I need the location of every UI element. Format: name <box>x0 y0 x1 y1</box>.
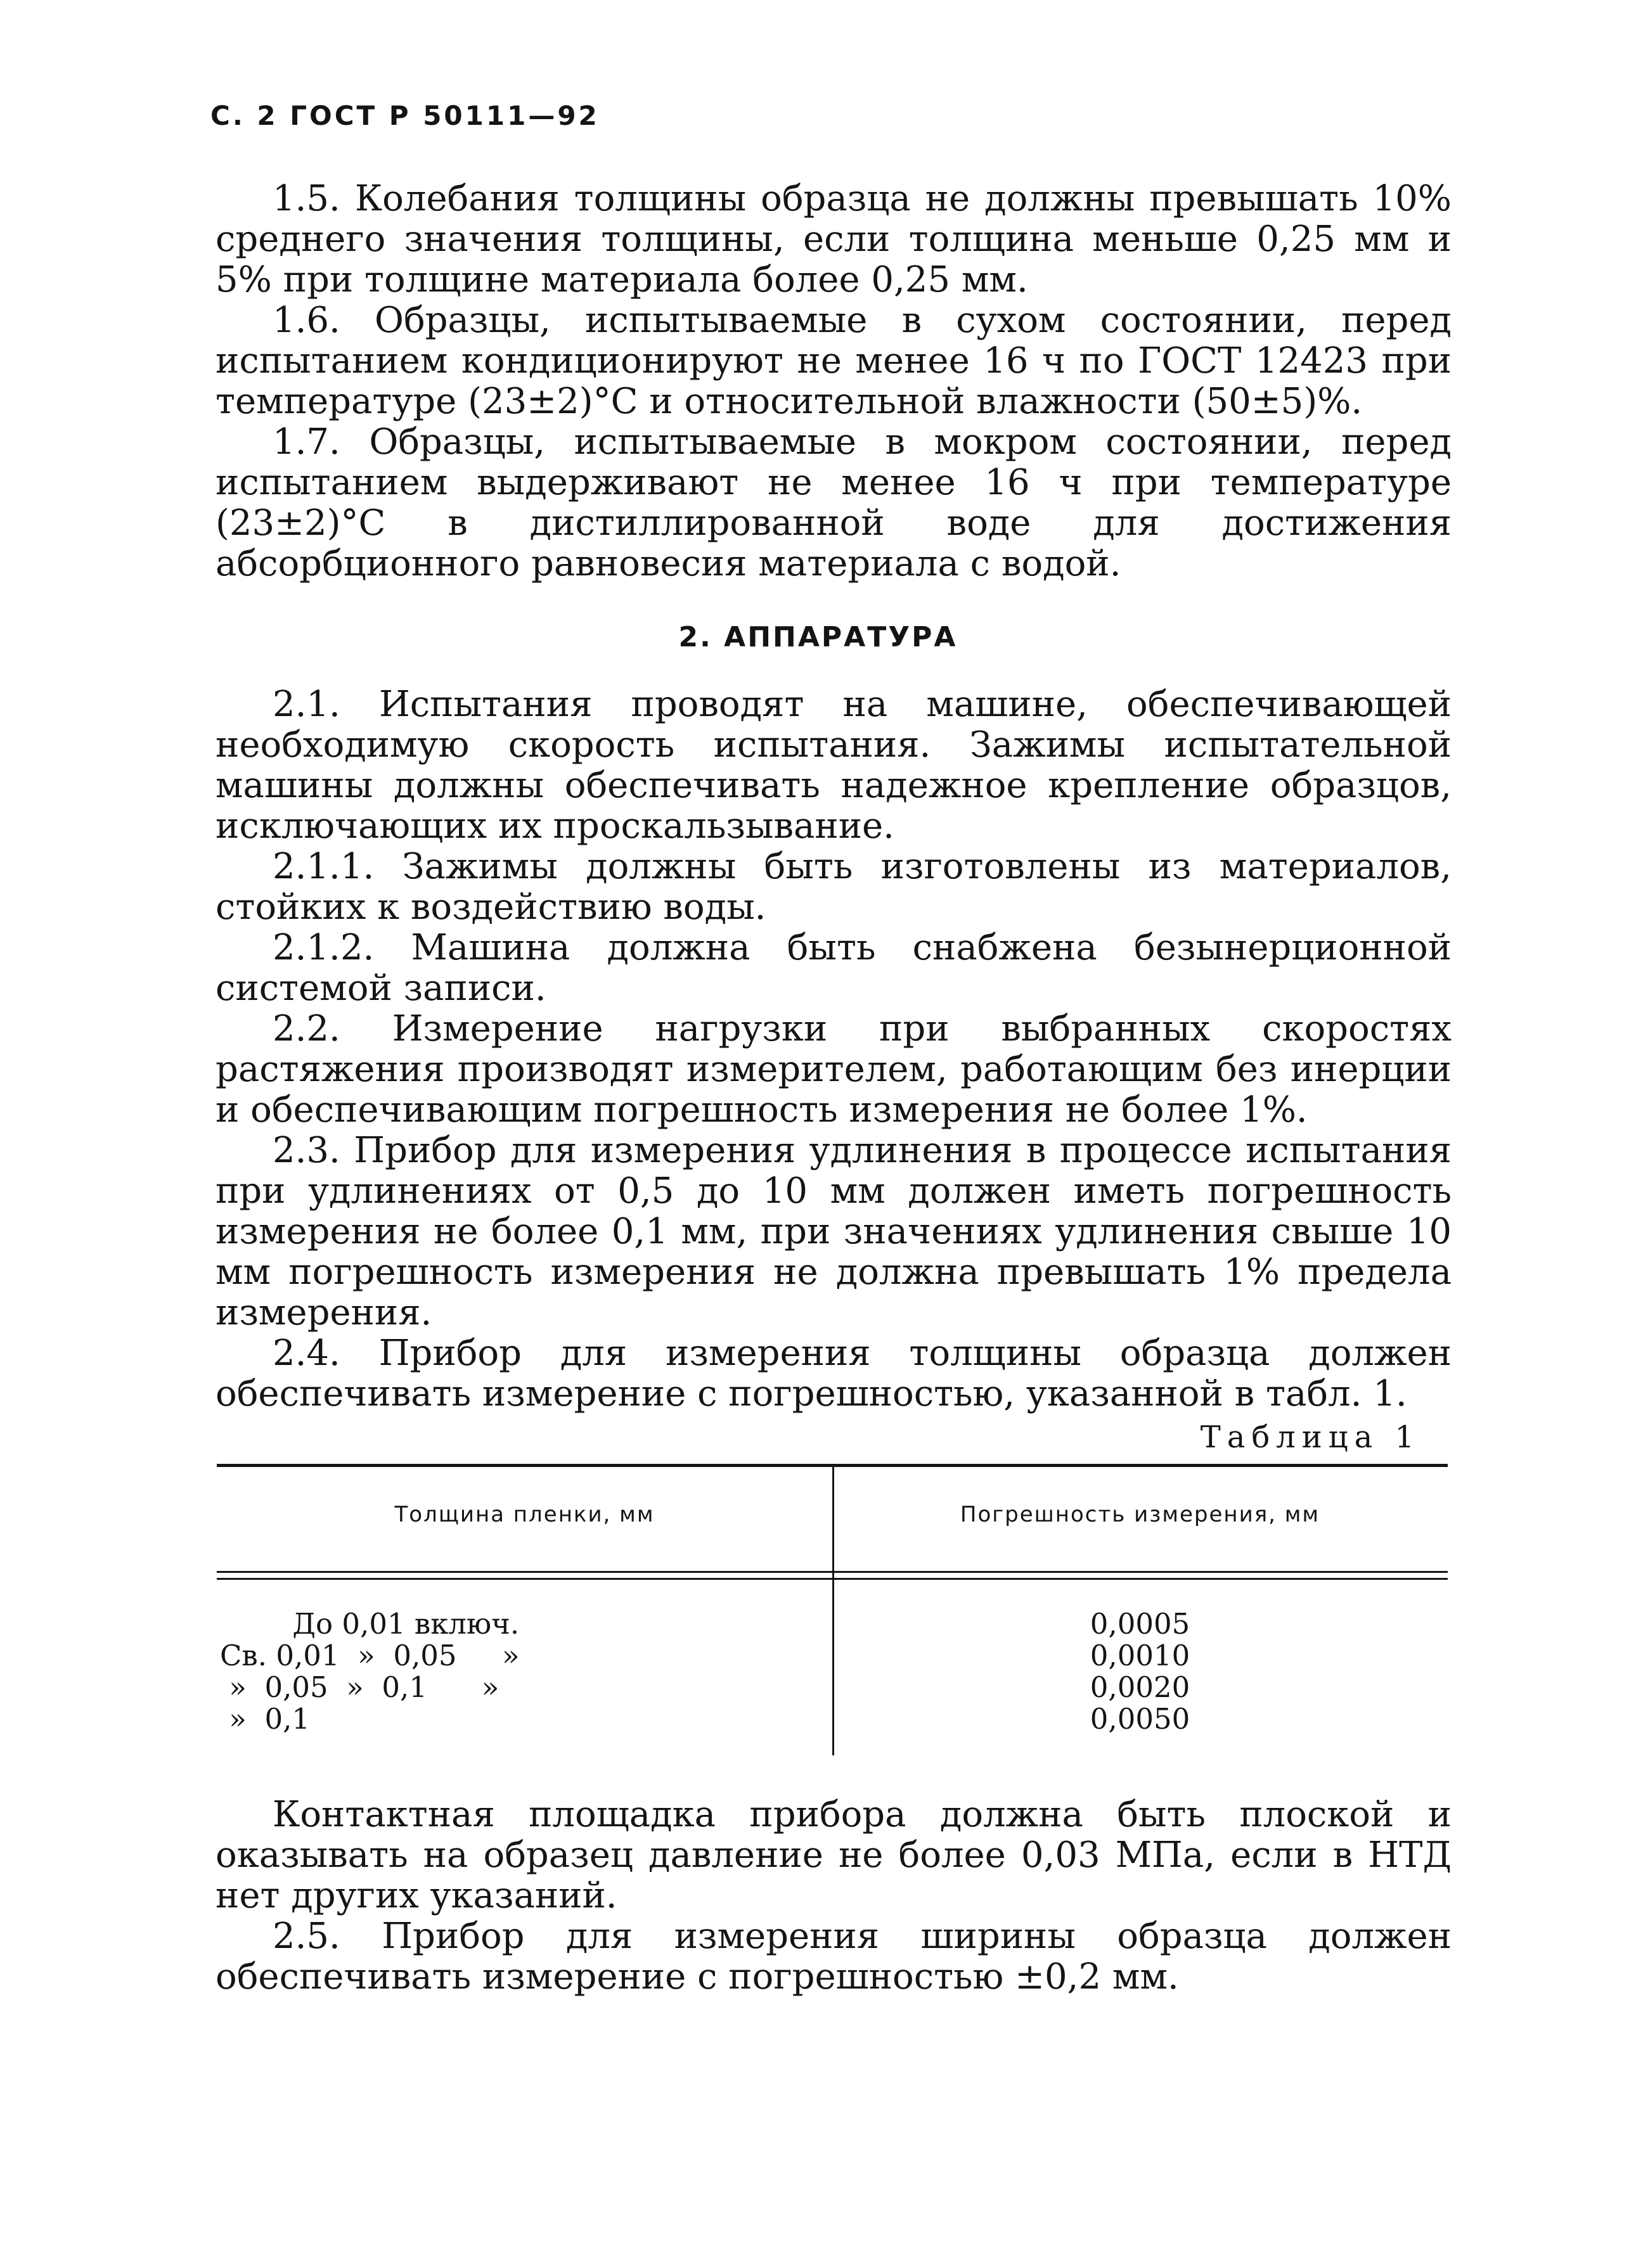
table-header-error: Погрешность измерения, мм <box>960 1502 1320 1527</box>
section-2-continued <box>216 1795 1452 1997</box>
table-header-thickness: Толщина пленки, мм <box>394 1502 655 1527</box>
section-2-body <box>216 684 1452 1414</box>
section-1-continuation <box>216 179 1452 584</box>
table-caption: Таблица 1 <box>1200 1419 1420 1455</box>
table-cell-range: Св. 0,01 » 0,05 » <box>220 1639 520 1672</box>
table-cell-error: 0,0020 <box>1090 1670 1190 1704</box>
paragraph-2-5: 2.5. Прибор для измерения ширины образца должен обеспечивать измерение с погрешностью ±0,2 мм. <box>216 1916 1452 1997</box>
paragraph-2-4: 2.4. Прибор для измерения толщины образца должен обеспечивать измерение с погрешностью, указанной в табл. 1. <box>216 1333 1452 1414</box>
table-cell-range: До 0,01 включ. <box>220 1607 520 1641</box>
paragraph-2-3: 2.3. Прибор для измерения удлинения в процессе испытания при удлинениях от 0,5 до 10 мм должен иметь погрешность измерения не более 0,1 мм, при значениях удлинения свыше 10 мм погрешность измерения не должна превышать 1% предела измерения. <box>216 1130 1452 1333</box>
page-header: С. 2 ГОСТ Р 50111—92 <box>210 100 600 131</box>
table-cell-range: » 0,05 » 0,1 » <box>220 1670 499 1704</box>
paragraph-1-7: 1.7. Образцы, испытываемые в мокром состоянии, перед испытанием выдерживают не менее 16 ч при температуре (23±2)°С в дистиллированной воде для достижения абсорбционного равновесия материала с водой. <box>216 421 1452 584</box>
table-cell-error: 0,0005 <box>1090 1607 1190 1641</box>
paragraph-2-1: 2.1. Испытания проводят на машине, обеспечивающей необходимую скорость испытания. Зажимы испытательной машины должны обеспечивать надежное крепление образцов, исключающих их проскальзывание. <box>216 684 1452 847</box>
table-1 <box>217 1464 1448 1755</box>
paragraph-1-5: 1.5. Колебания толщины образца не должны превышать 10% среднего значения толщины, если толщина меньше 0,25 мм и 5% при толщине материала более 0,25 мм. <box>216 178 1452 300</box>
paragraph-2-1-2: 2.1.2. Машина должна быть снабжена безынерционной системой записи. <box>216 927 1452 1009</box>
paragraph-contact-platform: Контактная площадка прибора должна быть плоской и оказывать на образец давление не более 0,03 МПа, если в НТД нет других указаний. <box>216 1794 1452 1916</box>
table-cell-range: » 0,1 <box>220 1702 311 1736</box>
table-cell-error: 0,0010 <box>1090 1639 1190 1672</box>
paragraph-1-6: 1.6. Образцы, испытываемые в сухом состоянии, перед испытанием кондиционируют не менее 16 ч по ГОСТ 12423 при температуре (23±2)°С и относительной влажности (50±5)%. <box>216 300 1452 422</box>
section-2-title: 2. АППАРАТУРА <box>678 621 958 653</box>
paragraph-2-1-1: 2.1.1. Зажимы должны быть изготовлены из материалов, стойких к воздействию воды. <box>216 846 1452 928</box>
table-cell-error: 0,0050 <box>1090 1702 1190 1736</box>
paragraph-2-2: 2.2. Измерение нагрузки при выбранных скоростях растяжения производят измерителем, работающим без инерции и обеспечивающим погрешность измерения не более 1%. <box>216 1008 1452 1131</box>
